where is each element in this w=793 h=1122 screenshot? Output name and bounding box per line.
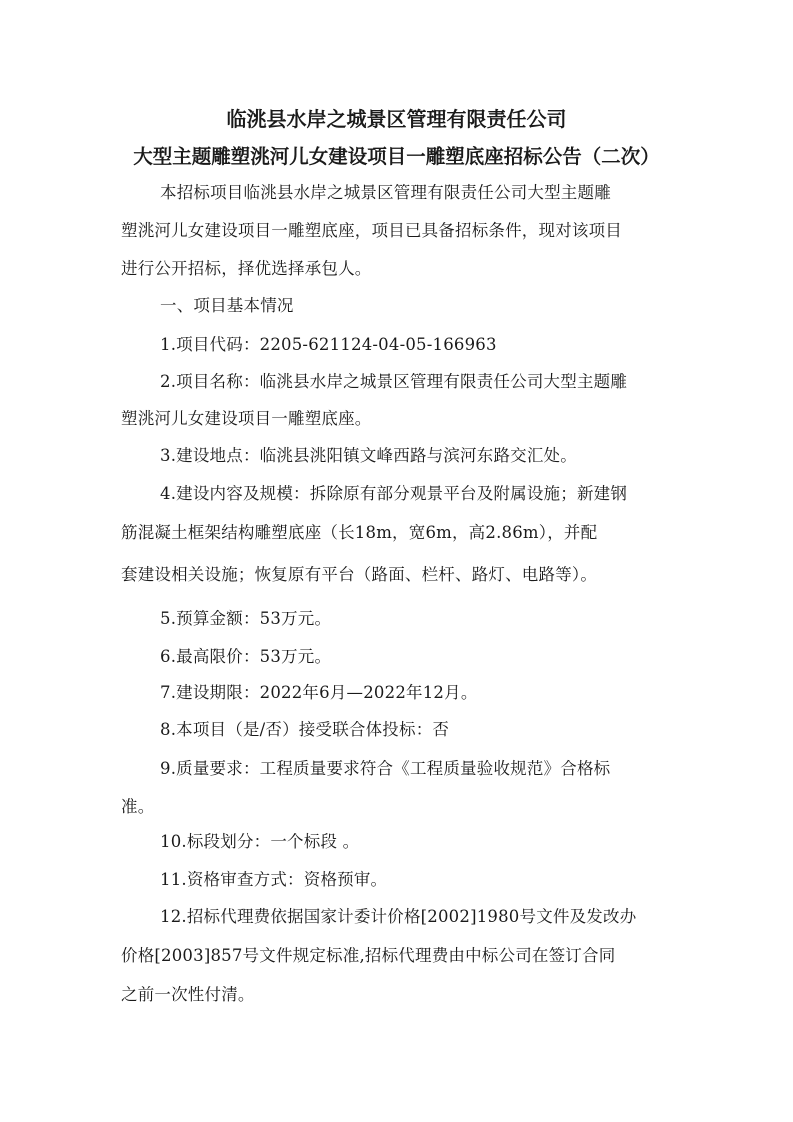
- item-consortium: 8.本项目（是/否）接受联合体投标：否: [160, 720, 450, 739]
- item-agency-fee: 12.招标代理费依据国家计委计价格[2002]1980号文件及发改办: [160, 907, 637, 926]
- item-quality-cont: 准。: [121, 797, 155, 816]
- item-max-price: 6.最高限价：53万元。: [160, 647, 332, 666]
- section-heading: 一、项目基本情况: [160, 296, 294, 315]
- item-location: 3.建设地点：临洮县洮阳镇文峰西路与滨河东路交汇处。: [160, 446, 577, 465]
- document-title-line1: 临洮县水岸之城景区管理有限责任公司: [226, 107, 567, 131]
- item-quality: 9.质量要求：工程质量要求符合《工程质量验收规范》合格标: [160, 759, 611, 778]
- intro-line-2: 塑洮河儿女建设项目一雕塑底座，项目已具备招标条件，现对该项目: [121, 221, 622, 240]
- item-scope-cont-2: 套建设相关设施；恢复原有平台（路面、栏杆、路灯、电路等）。: [121, 565, 598, 584]
- intro-line-1: 本招标项目临洮县水岸之城景区管理有限责任公司大型主题雕: [160, 183, 611, 202]
- item-project-name-cont: 塑洮河儿女建设项目一雕塑底座。: [121, 409, 372, 428]
- intro-line-3: 进行公开招标，择优选择承包人。: [121, 259, 372, 278]
- item-scope-cont-1: 筋混凝土框架结构雕塑底座（长18m，宽6m，高2.86m），并配: [121, 523, 598, 542]
- item-project-name: 2.项目名称：临洮县水岸之城景区管理有限责任公司大型主题雕: [160, 372, 628, 391]
- item-budget: 5.预算金额：53万元。: [160, 609, 332, 628]
- item-lots: 10.标段划分：一个标段 。: [160, 832, 360, 851]
- item-project-code: 1.项目代码：2205-621124-04-05-166963: [160, 335, 497, 354]
- document-title-line2: 大型主题雕塑洮河儿女建设项目一雕塑底座招标公告（二次）: [133, 145, 660, 168]
- item-period: 7.建设期限：2022年6月—2022年12月。: [160, 683, 478, 702]
- item-agency-fee-cont-1: 价格[2003]857号文件规定标准,招标代理费由中标公司在签订合同: [121, 946, 616, 965]
- item-scope: 4.建设内容及规模：拆除原有部分观景平台及附属设施；新建钢: [160, 484, 628, 503]
- item-agency-fee-cont-2: 之前一次性付清。: [121, 985, 255, 1004]
- item-qualification: 11.资格审查方式：资格预审。: [160, 870, 388, 889]
